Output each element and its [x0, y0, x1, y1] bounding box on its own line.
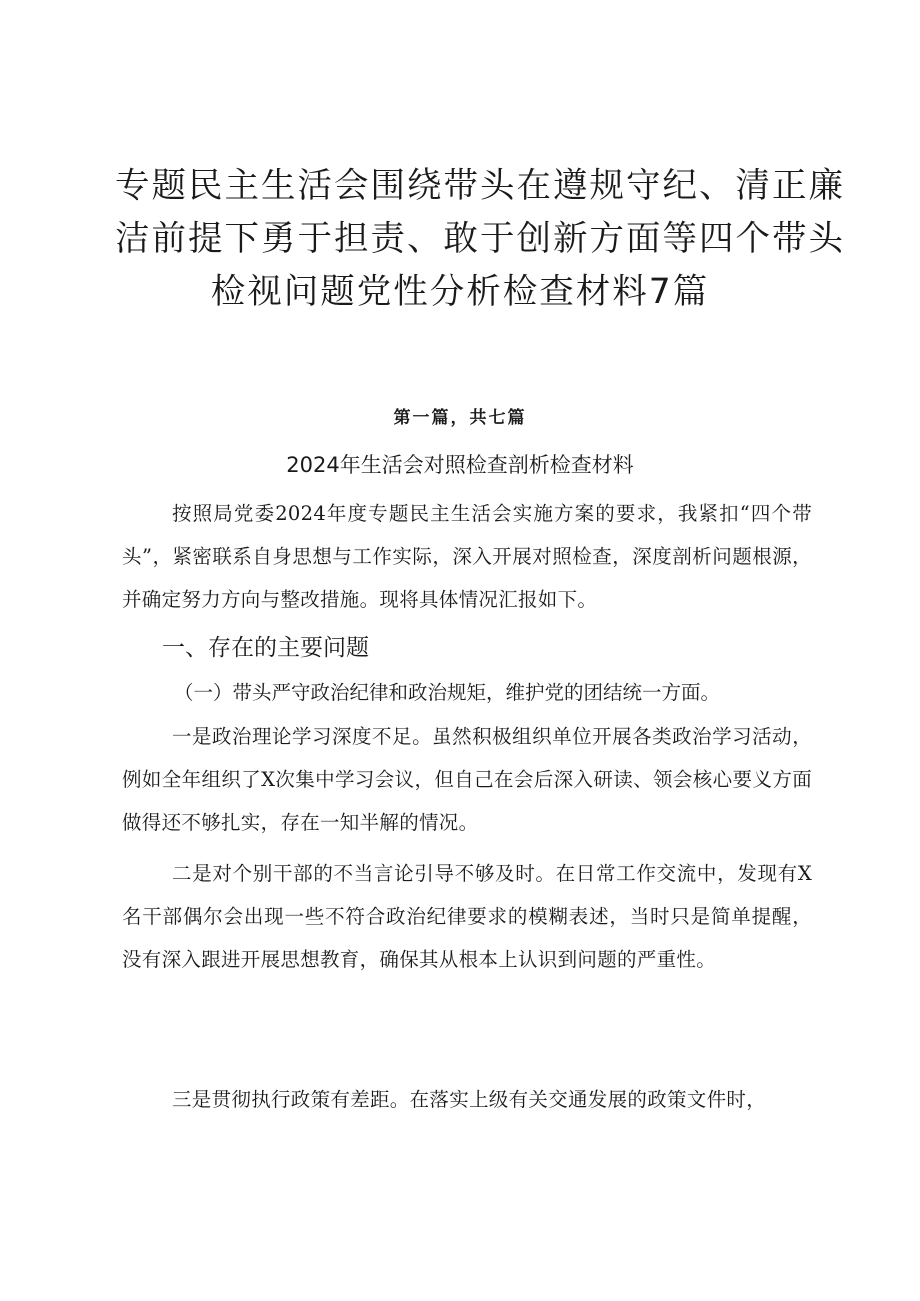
title-line-3: 检视问题党性分析检查材料7篇 [210, 272, 710, 312]
intro-paragraph: 按照局党委2024年度专题民主生活会实施方案的要求，我紧扣“四个带头”，紧密联系自身思想与工作实际，深入开展对照检查，深度剖析问题根源，并确定努力方向与整改措施。现将具体情况汇报如下。 [122, 502, 812, 612]
document-main-title [115, 160, 845, 319]
document-subtitle: 2024年生活会对照检查剖析检查材料 [286, 453, 634, 477]
section-heading: 一、存在的主要问题 [162, 635, 369, 661]
body-paragraph-1: 一是政治理论学习深度不足。虽然积极组织单位开展各类政治学习活动，例如全年组织了X次集中学习会议，但自己在会后深入研读、领会核心要义方面做得还不够扎实，存在一知半解的情况。 [122, 725, 812, 835]
title-line-1: 专题民主生活会围绕带头在遵规守纪、清正廉 [115, 166, 845, 206]
body-paragraph-2: 二是对个别干部的不当言论引导不够及时。在日常工作交流中，发现有X名干部偶尔会出现一些不符合政治纪律要求的模糊表述，当时只是简单提醒，没有深入跟进开展思想教育，确保其从根本上认识到问题的严重性。 [122, 862, 812, 972]
body-paragraph-3: 三是贯彻执行政策有差距。在落实上级有关交通发展的政策文件时， [172, 1088, 767, 1111]
part-label: 第一篇，共七篇 [393, 408, 527, 428]
subsection-heading: （一）带头严守政治纪律和政治规矩，维护党的团结统一方面。 [174, 681, 721, 704]
title-line-2: 洁前提下勇于担责、敢于创新方面等四个带头 [115, 219, 845, 259]
